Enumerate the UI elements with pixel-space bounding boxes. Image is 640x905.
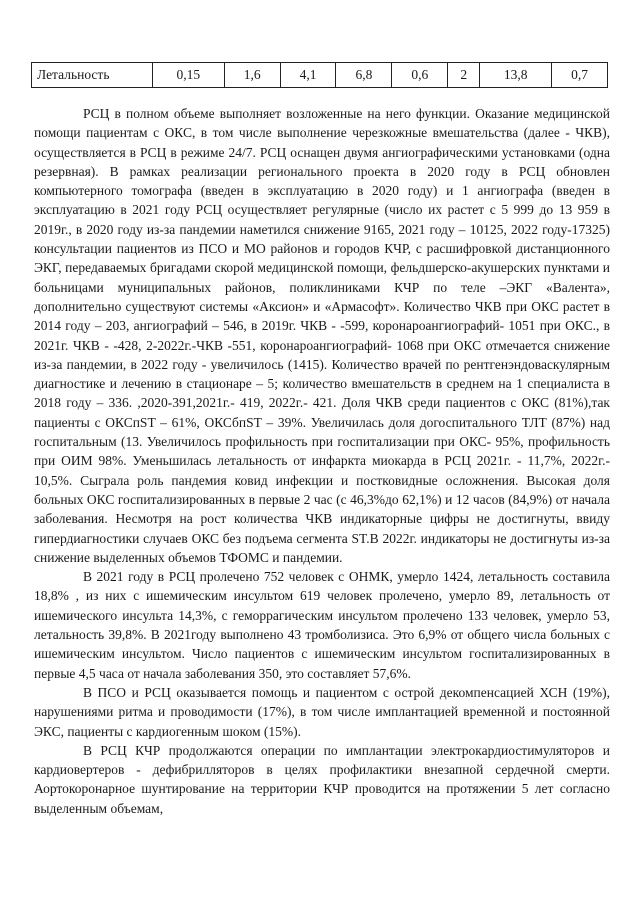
paragraph-rsc-functions: РСЦ в полном объеме выполняет возложенные на него функции. Оказание медицинской помощи пациентам с ОКС, в том числе выполнение черезкожные вмешательства (далее - ЧКВ), осуществляется в РСЦ в режиме 24/7. РСЦ оснащен двумя ангиографическими установками (одна резервная). В рамках реализации регионального проекта в 2020 году в РСЦ обновлен компьютерного томографа (введен в эксплуатацию в 2020 году) и 1 ангиографа (введен в эксплуатацию в 2021 году РСЦ осуществляет регулярные (число их растет с 5 999 до 13 959 в 2019г., в 2020 году из-за пандемии наметился снижение 9165, 2021 году – 10125, 2022 году-17325) консультации пациентов из ПСО и МО районов и городов КЧР, с расшифровкой дистанционного ЭКГ, передаваемых бригадами скорой медицинской помощи, фельдшерско-акушерских пунктами и больницами муниципальных районов, поликлиниками КЧР по теле –ЭКГ «Валента», дополнительно существуют системы «Аксион» и «Армасофт». Количество ЧКВ при ОКС растет в 2014 году – 203, ангиографий – 546, в 2019г. ЧКВ - -599, коронароангиографий- 1051 при ОКС., в 2021г. ЧКВ - -428, 2-2022г.-ЧКВ -551, коронароангиографий- 1068 при ОКС отмечается снижение из-за пандемии, в 2022 году - увеличилось (1415). Количество врачей по рентгенэндоваскулярным диагностике и лечению в стационаре – 5; количество вмешательств в среднем на 1 специалиста в 2018 году – 336. ,2020-391,2021г.- 419, 2022г.- 421. Доля ЧКВ среди пациентов с ОКС (81%),так пациенты с ОКСпST – 61%, ОКСбпST – 39%. Увеличилась доля догоспитального ТЛТ (87%) над госпитальным (13. Увеличилось профильность при госпитализации при ОКС- 95%, профильность при ОИМ 98%. Уменьшилась летальность от инфаркта миокарда в РСЦ 2021г. - 11,7%, 2022г.- 10,5%. Сыграла роль пандемия ковид инфекции и постковидные осложнения. Высокая доля больных ОКС госпитализированных в первые 2 час (с 46,3%до 62,1%) и 12 часов (84,9%) от начала заболевания. Несмотря на рост количества ЧКВ индикаторные цифры не достигнуты, ввиду гипердиагностики случаев ОКС без подъема сегмента ST.В 2022г. индикаторы не достигнуты из-за снижение выделенных объемов ТФОМС и пандемии. xyxy=(34,106,610,565)
table-cell: 1,6 xyxy=(224,63,280,88)
row-label: Летальность xyxy=(32,63,153,88)
table-cell: 0,7 xyxy=(552,63,608,88)
table-cell: 13,8 xyxy=(480,63,552,88)
table-cell: 0,6 xyxy=(392,63,448,88)
paragraph-stroke-stats: В 2021 году в РСЦ пролечено 752 человек с ОНМК, умерло 1424, летальность составила 18,8% , из них с ишемическим инсультом 619 человек пролечено, умерло 89, летальность от ишемического инсульта 14,3%, с геморрагическим инсультом пролечено 133 человек, умерло 53, летальность 39,8%. В 2021году выполнено 43 тромболизиса. Это 6,9% от общего числа больных с ишемическим инсультом. Число пациентов с ишемическим инсультом госпитализированных в первые 4,5 часа от начала заболевания 350, это составляет 57,6%. xyxy=(34,569,610,681)
paragraph-implantation: В РСЦ КЧР продолжаются операции по имплантации электрокардиостимуляторов и кардиовертеров - дефибрилляторов в целях профилактики внезапной сердечной смерти. Аортокоронарное шунтирование на территории КЧР проводится на протяжении 5 лет согласно выделенным объемам, xyxy=(34,742,610,816)
table-cell: 2 xyxy=(448,63,480,88)
table-row xyxy=(32,63,608,88)
table-cell: 6,8 xyxy=(336,63,392,88)
paragraph-heart-failure: В ПСО и РСЦ оказывается помощь и пациентом с острой декомпенсацией ХСН (19%), нарушениями ритма и проводимости (17%), в том числе имплантацией временной и постоянной ЭКС, пациенты с кардиогенным шоком (15%). xyxy=(34,684,610,739)
lethality-table xyxy=(31,62,608,88)
body-text xyxy=(34,104,610,818)
table-cell: 0,15 xyxy=(153,63,225,88)
table-cell: 4,1 xyxy=(280,63,336,88)
